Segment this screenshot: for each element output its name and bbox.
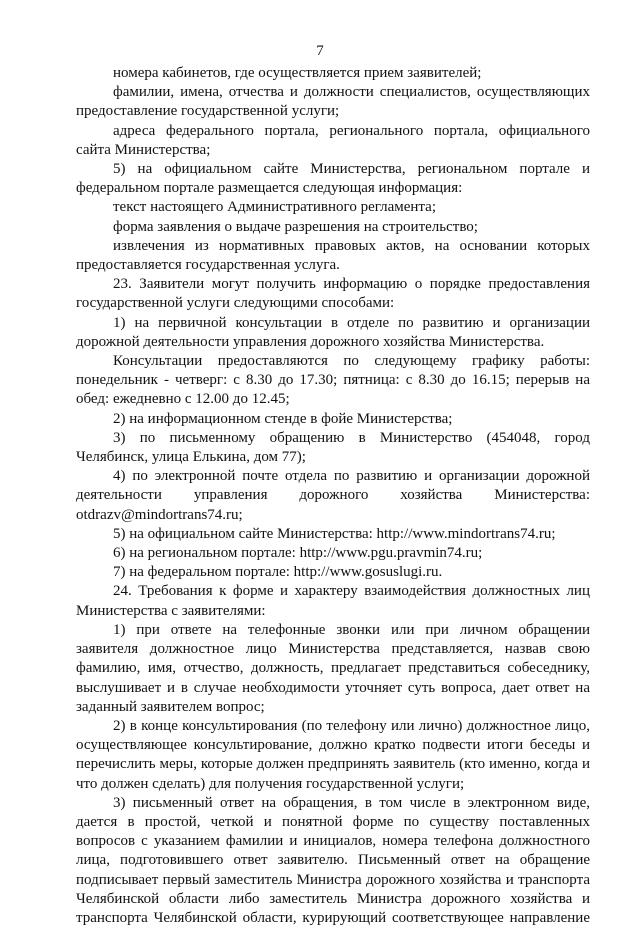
paragraph-24-item-1: 1) при ответе на телефонные звонки или при личном обращении заявителя должностное лицо Министерства представляется, назвав свою фамилию, имя, отчество, должность, предлагает представиться собеседнику, выслушивает и в случае необходимости уточняет суть вопроса, дает ответ на заданный заявителем вопрос; [76,621,590,715]
page-number: 7 [316,43,324,59]
paragraph-office-numbers: номера кабинетов, где осуществляется прием заявителей; [113,65,482,81]
paragraph-legal-extracts: извлечения из нормативных правовых актов, на основании которых предоставляется государственная услуга. [76,237,590,274]
paragraph-23-item-4: 4) по электронной почте отдела по развитию и организации дорожной деятельности управления дорожного хозяйства Министерства: otdrazv@mindortrans74.ru; [76,468,590,523]
paragraph-portal-addresses: адреса федерального портала, регионального портала, официального сайта Министерства; [76,122,590,158]
paragraph-23-item-7: 7) на федеральном портале: http://www.gosuslugi.ru. [113,564,443,581]
document-body [76,64,590,928]
paragraph-consultation-schedule: Консультации предоставляются по следующему графику работы: понедельник - четверг: с 8.30 до 17.30; пятница: с 8.30 до 16.15; перерыв на обед: ежедневно с 12.00 до 12.45; [76,353,590,408]
paragraph-item-5-official-site: 5) на официальном сайте Министерства, региональном портале и федеральном портале размещается следующая информация: [76,161,590,197]
paragraph-application-form: форма заявления о выдаче разрешения на строительство; [113,218,478,235]
paragraph-regulation-text: текст настоящего Административного регламента; [113,199,436,216]
paragraph-23-item-3: 3) по письменному обращению в Министерство (454048, город Челябинск, улица Елькина, дом 77); [76,429,590,466]
paragraph-23-item-2: 2) на информационном стенде в фойе Министерства; [113,410,453,427]
paragraph-24-item-3: 3) письменный ответ на обращения, в том числе в электронном виде, дается в простой, четкой и понятной форме по существу поставленных вопросов с указанием фамилии и инициалов, номера телефона должностного лица, подготовившего ответ заявителю. Письменный ответ на обращение подписывает первый заместитель Министра дорожного хозяйства и транспорта Челябинской области либо заместитель Министра дорожного хозяйства и транспорта Челябинской области, курирующий соответствующее направление [76,794,590,926]
paragraph-23-item-5: 5) на официальном сайте Министерства: http://www.mindortrans74.ru; [113,525,556,542]
paragraph-specialists-names: фамилии, имена, отчества и должности специалистов, осуществляющих предоставление государственной услуги; [76,84,590,120]
paragraph-section-23: 23. Заявители могут получить информацию о порядке предоставления государственной услуги следующими способами: [76,276,590,312]
paragraph-23-item-6: 6) на региональном портале: http://www.pgu.pravmin74.ru; [113,545,483,562]
paragraph-24-item-2: 2) в конце консультирования (по телефону или лично) должностное лицо, осуществляющее консультирование, должно кратко подвести итоги беседы и перечислить меры, которые должен предпринять заявитель (кто именно, когда и что должен сделать) для получения государственной услуги; [76,717,590,792]
paragraph-section-24: 24. Требования к форме и характеру взаимодействия должностных лиц Министерства с заявителями: [76,583,590,619]
paragraph-23-item-1: 1) на первичной консультации в отделе по развитию и организации дорожной деятельности управления дорожного хозяйства Министерства. [76,314,590,350]
